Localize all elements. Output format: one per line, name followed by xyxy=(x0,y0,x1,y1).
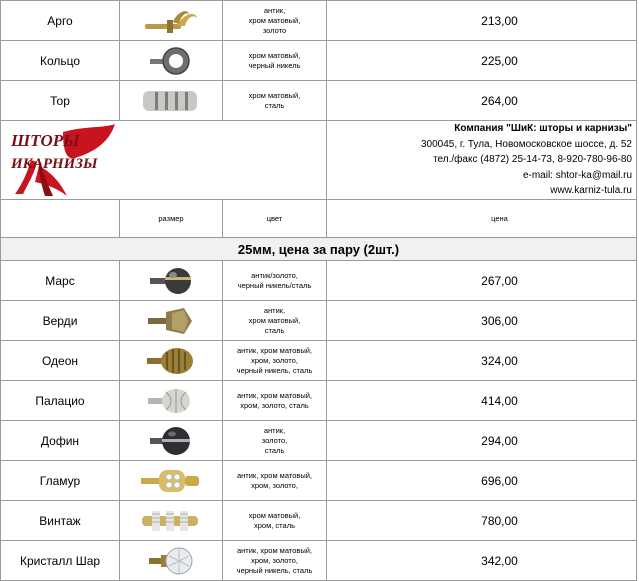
product-image xyxy=(120,301,223,341)
header-price: цена xyxy=(327,200,637,238)
product-colors: антик/золото, черный никель/сталь xyxy=(223,261,327,301)
table-row[interactable] xyxy=(1,41,637,81)
table-row[interactable] xyxy=(1,81,637,121)
tor-finial-icon xyxy=(141,86,201,116)
product-name: Палацио xyxy=(1,381,120,421)
product-name: Одеон xyxy=(1,341,120,381)
crystal-ball-finial-icon xyxy=(147,544,195,578)
company-address: 300045, г. Тула, Новомосковское шоссе, д. 52 xyxy=(420,138,632,150)
ring-finial-icon xyxy=(148,44,194,78)
product-name: Тор xyxy=(1,81,120,121)
company-name: Компания "ШиК: шторы и карнизы" xyxy=(454,123,632,135)
product-colors: антик, хром матовый, хром, золото, черный никель, сталь xyxy=(223,541,327,581)
product-image xyxy=(120,541,223,581)
product-image xyxy=(120,461,223,501)
column-header-row xyxy=(1,200,637,238)
table-row[interactable] xyxy=(1,501,637,541)
product-price: 213,00 xyxy=(327,1,637,41)
product-image xyxy=(120,421,223,461)
product-image xyxy=(120,381,223,421)
product-price: 225,00 xyxy=(327,41,637,81)
product-name: Кристалл Шар xyxy=(1,541,120,581)
company-website[interactable]: www.karniz-tula.ru xyxy=(550,185,632,197)
company-info xyxy=(327,121,637,200)
table-row[interactable] xyxy=(1,541,637,581)
table-row[interactable] xyxy=(1,1,637,41)
table-row[interactable] xyxy=(1,421,637,461)
product-price: 264,00 xyxy=(327,81,637,121)
odeon-finial-icon xyxy=(145,344,197,378)
header-size: размер xyxy=(120,200,223,238)
verdi-finial-icon xyxy=(146,304,196,338)
product-name: Гламур xyxy=(1,461,120,501)
product-price: 294,00 xyxy=(327,421,637,461)
product-colors: антик, хром матовый, хром, золото, сталь xyxy=(223,381,327,421)
product-price: 306,00 xyxy=(327,301,637,341)
product-image xyxy=(120,81,223,121)
logo-text-top: ШТОРЫ xyxy=(11,131,80,150)
shik-logo xyxy=(5,122,117,198)
product-price: 696,00 xyxy=(327,461,637,501)
product-image xyxy=(120,341,223,381)
product-price: 324,00 xyxy=(327,341,637,381)
product-price: 780,00 xyxy=(327,501,637,541)
product-name: Марс xyxy=(1,261,120,301)
dofin-finial-icon xyxy=(148,424,194,458)
table-row[interactable] xyxy=(1,261,637,301)
product-colors: хром матовый, черный никель xyxy=(223,41,327,81)
table-row[interactable] xyxy=(1,381,637,421)
logo-text-bottom: ИКАРНИЗЫ xyxy=(11,156,98,172)
product-colors: антик, хром матовый, золото xyxy=(223,1,327,41)
product-price: 267,00 xyxy=(327,261,637,301)
product-price: 342,00 xyxy=(327,541,637,581)
table-row[interactable] xyxy=(1,461,637,501)
table-row[interactable] xyxy=(1,301,637,341)
product-name: Кольцо xyxy=(1,41,120,81)
product-name: Винтаж xyxy=(1,501,120,541)
header-color: цвет xyxy=(223,200,327,238)
section-row xyxy=(1,238,637,261)
logo-cell xyxy=(1,121,327,200)
product-name: Арго xyxy=(1,1,120,41)
argo-finial-icon xyxy=(143,4,199,38)
product-image xyxy=(120,1,223,41)
product-colors: хром матовый, сталь xyxy=(223,81,327,121)
product-colors: антик, хром матовый, хром, золото, xyxy=(223,461,327,501)
product-colors: антик, золото, сталь xyxy=(223,421,327,461)
table-row[interactable] xyxy=(1,341,637,381)
product-colors: хром матовый, хром, сталь xyxy=(223,501,327,541)
company-row xyxy=(1,121,637,200)
company-phone: тел./факс (4872) 25-14-73, 8-920-780-96-80 xyxy=(433,154,632,166)
vintage-finial-icon xyxy=(140,504,202,538)
palacio-finial-icon xyxy=(146,384,196,418)
mars-finial-icon xyxy=(146,264,196,298)
product-name: Дофин xyxy=(1,421,120,461)
product-colors: антик, хром матовый, хром, золото, черный никель, сталь xyxy=(223,341,327,381)
section-title: 25мм, цена за пару (2шт.) xyxy=(1,238,637,261)
product-image xyxy=(120,41,223,81)
product-price: 414,00 xyxy=(327,381,637,421)
product-image xyxy=(120,501,223,541)
header-empty xyxy=(1,200,120,238)
glamour-finial-icon xyxy=(139,464,203,498)
product-image xyxy=(120,261,223,301)
product-name: Верди xyxy=(1,301,120,341)
product-colors: антик, хром матовый, сталь xyxy=(223,301,327,341)
company-email[interactable]: e-mail: shtor-ka@mail.ru xyxy=(522,169,632,181)
